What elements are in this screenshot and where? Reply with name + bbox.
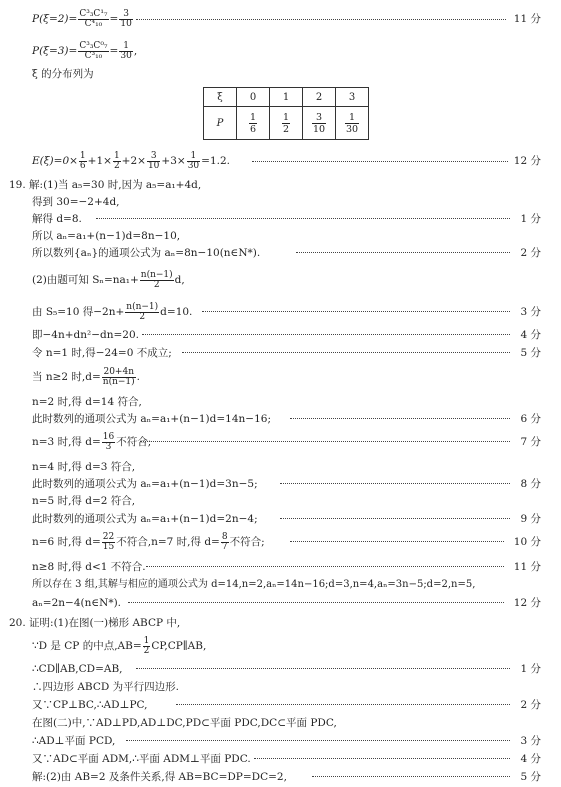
line-text: (2)由题可知 Sₙ=na₁+ (32, 274, 139, 286)
line-text: 当 n≥2 时,d= (32, 371, 101, 383)
q19-line (0, 211, 561, 227)
line-text: 所以数列{aₙ}的通项公式为 aₙ=8n−10(n∈N*). (32, 247, 261, 259)
score-mark: 1 分 (520, 213, 541, 225)
q20-line (0, 634, 561, 658)
numerator: 1 (113, 150, 120, 161)
score-mark: 12 分 (513, 597, 541, 609)
score-mark: 2 分 (520, 699, 541, 711)
q19-line (0, 267, 561, 293)
expect-part: +1× (87, 155, 112, 167)
score-mark: 5 分 (520, 771, 541, 783)
line-text: 此时数列的通项公式为 aₙ=a₁+(n−1)d=3n−5; (32, 478, 258, 490)
line-text: 又∵CP⊥BC,∴AD⊥PC, (32, 699, 148, 711)
dot-leader (290, 541, 504, 542)
value-fraction (119, 10, 132, 29)
q20-line (0, 769, 561, 785)
line-text: 不符合,n=7 时,得 d= (116, 536, 220, 548)
denominator: 10 (147, 160, 160, 171)
numerator: 1 (249, 111, 257, 123)
q19-line (0, 476, 561, 492)
fraction (147, 152, 160, 171)
expect-part: =1.2. (201, 155, 230, 167)
score-mark: 9 分 (520, 513, 541, 525)
numerator: 1 (187, 152, 200, 162)
line-text: n=4 时,得 d=3 符合, (32, 461, 136, 473)
denominator: 30 (187, 160, 200, 171)
line-text: 此时数列的通项公式为 aₙ=a₁+(n−1)d=14n−16; (32, 413, 271, 425)
dot-leader (290, 418, 510, 419)
comb-numerator: C³₃C¹₇ (79, 8, 108, 19)
distribution-title (0, 66, 561, 82)
equals: = (109, 45, 119, 57)
q19-line (0, 411, 561, 427)
q19-line (0, 177, 561, 193)
numerator: 16 (102, 431, 115, 442)
fraction (102, 368, 136, 387)
denominator: 2 (282, 123, 290, 135)
line-text: ∴AD⊥平面 PCD, (32, 735, 116, 747)
q20-line (0, 615, 561, 631)
comb-fraction (78, 42, 108, 61)
line-text: 所以 aₙ=a₁+(n−1)d=8n−10, (32, 230, 181, 242)
dot-leader (136, 19, 506, 20)
q19-line (0, 364, 561, 390)
line-text: . (136, 371, 141, 383)
expect-part: E(ξ)=0× (32, 155, 78, 167)
table-header-row (204, 88, 369, 107)
distribution-title-text: ξ 的分布列为 (32, 68, 94, 80)
dot-leader (202, 311, 510, 312)
denominator: 2 (113, 160, 120, 171)
fraction (102, 433, 115, 452)
line-text: n=2 时,得 d=14 符合, (32, 396, 142, 408)
q19-line (0, 327, 561, 343)
value-fraction (119, 42, 132, 61)
q19-line (0, 194, 561, 210)
prob-xi-2 (0, 8, 561, 30)
numerator: 1 (79, 150, 86, 161)
fraction (221, 533, 229, 552)
line-text: 不符合; (116, 436, 152, 448)
q20-line (0, 697, 561, 713)
dot-leader (280, 483, 510, 484)
score-mark: 4 分 (520, 329, 541, 341)
numerator: 22 (102, 531, 115, 542)
row-label: P (216, 117, 224, 129)
line-text: ∵D 是 CP 的中点,AB= (32, 640, 142, 652)
score-mark: 2 分 (520, 247, 541, 259)
dot-leader (128, 602, 504, 603)
numerator: 1 (282, 111, 290, 123)
fraction (187, 152, 200, 171)
q19-line (0, 228, 561, 244)
q19-line (0, 245, 561, 261)
q19-line (0, 493, 561, 509)
q20-line (0, 751, 561, 767)
line-text: 在图(二)中,∵AD⊥PD,AD⊥DC,PD⊂平面 PDC,DC⊂平面 PDC, (32, 717, 337, 729)
table-cell: 1 (270, 88, 303, 107)
dot-leader (176, 704, 510, 705)
score-mark: 1 分 (520, 663, 541, 675)
table-cell: 2 (303, 88, 336, 107)
score-mark: 3 分 (520, 306, 541, 318)
dot-leader (296, 252, 510, 253)
q20-line (0, 679, 561, 695)
expectation-line (0, 150, 561, 172)
dot-leader (140, 441, 510, 442)
q19-line (0, 345, 561, 361)
comb-denominator: C⁴₁₀ (84, 18, 103, 29)
q19-line (0, 394, 561, 410)
q19-line (0, 459, 561, 475)
table-cell: 0 (237, 88, 270, 107)
score-mark: 5 分 (520, 347, 541, 359)
denominator: 6 (249, 123, 257, 135)
score-mark: 7 分 (520, 436, 541, 448)
line-text: 此时数列的通项公式为 aₙ=a₁+(n−1)d=2n−4; (32, 513, 258, 525)
score-mark: 8 分 (520, 478, 541, 490)
q19-line (0, 299, 561, 325)
q19-line (0, 559, 561, 575)
expect-part: +3× (161, 155, 186, 167)
line-text: 由 S₅=10 得−2n+ (32, 306, 125, 318)
distribution-table (203, 87, 369, 140)
line-text: d, (174, 274, 185, 286)
line-text: 得到 30=−2+4d, (32, 196, 120, 208)
comb-fraction (78, 10, 108, 29)
fraction (102, 533, 115, 552)
value-denominator: 10 (120, 18, 132, 29)
denominator: n(n−1) (102, 376, 135, 387)
score-mark: 10 分 (513, 536, 541, 548)
prob-lhs: P(ξ=3)= (32, 45, 78, 57)
q19-line (0, 577, 561, 593)
table-cell: 3 (336, 88, 369, 107)
numerator: n(n−1) (140, 269, 173, 280)
line-text: 解:(2)由 AB=2 及条件关系,得 AB=BC=DP=DC=2, (32, 771, 287, 783)
fraction (79, 152, 87, 171)
score-mark: 12 分 (513, 155, 541, 167)
line-text: CP,CP∥AB, (151, 640, 207, 652)
fraction (143, 637, 151, 656)
line-text: n=3 时,得 d= (32, 436, 101, 448)
table-cell (303, 107, 336, 140)
table-cell (237, 107, 270, 140)
q20-line (0, 715, 561, 731)
denominator: 10 (312, 123, 326, 135)
dot-leader (312, 776, 510, 777)
line-text: 19. 解:(1)当 a₅=30 时,因为 a₅=a₁+4d, (9, 179, 202, 191)
table-cell (204, 107, 237, 140)
dot-leader (126, 740, 510, 741)
q19-line (0, 430, 561, 454)
line-text: 解得 d=8. (32, 213, 82, 225)
dot-leader (182, 352, 510, 353)
numerator: n(n−1) (126, 301, 159, 312)
denominator: 6 (79, 160, 86, 171)
numerator: 20+4n (103, 366, 134, 377)
numerator: 1 (345, 112, 359, 124)
prob-fraction (312, 112, 326, 135)
denominator: 15 (102, 541, 115, 552)
line-text: 即−4n+dn²−dn=20. (32, 329, 140, 341)
table-cell: ξ (204, 88, 237, 107)
table-row (204, 107, 369, 140)
numerator: 3 (312, 112, 326, 124)
value-numerator: 1 (119, 42, 132, 52)
dot-leader (252, 161, 508, 162)
prob-fraction (345, 112, 359, 135)
denominator: 30 (345, 123, 359, 135)
dot-leader (142, 334, 510, 335)
numerator: 8 (221, 531, 228, 542)
line-text: aₙ=2n−4(n∈N*). (32, 597, 122, 609)
dot-leader (146, 566, 504, 567)
q19-line (0, 595, 561, 611)
line-text: ∴四边形 ABCD 为平行四边形. (32, 681, 179, 693)
dot-leader (136, 668, 510, 669)
line-text: 不符合; (229, 536, 265, 548)
prob-fraction (249, 112, 257, 135)
value-denominator: 30 (120, 50, 132, 61)
prob-lhs: P(ξ=2)= (32, 13, 78, 25)
line-text: 所以存在 3 组,其解与相应的通项公式为 d=14,n=2,aₙ=14n−16;d=3,n=4,aₙ=3n−5;d=2,n=5, (32, 579, 476, 590)
equals: = (109, 13, 119, 25)
q20-line (0, 733, 561, 749)
prob-xi-3 (0, 40, 561, 62)
q20-line (0, 661, 561, 677)
score-mark: 4 分 (520, 753, 541, 765)
denominator: 2 (139, 311, 146, 322)
table-cell (270, 107, 303, 140)
dot-leader (280, 518, 510, 519)
denominator: 2 (153, 279, 160, 290)
score-mark: 6 分 (520, 413, 541, 425)
denominator: 3 (105, 441, 112, 452)
value-numerator: 3 (119, 10, 132, 20)
denominator: 7 (221, 541, 228, 552)
line-text: ∴CD∥AB,CD=AB, (32, 663, 123, 675)
prob-fraction (282, 112, 290, 135)
numerator: 3 (147, 152, 160, 162)
line-text: 令 n=1 时,得−24=0 不成立; (32, 347, 172, 359)
fraction (113, 152, 121, 171)
expect-part: +2× (121, 155, 146, 167)
dot-leader (96, 218, 510, 219)
comma: , (133, 45, 138, 57)
line-text: 又∵AD⊂平面 ADM,∴平面 ADM⊥平面 PDC. (32, 753, 251, 765)
score-mark: 11 分 (513, 13, 541, 25)
line-text: n=6 时,得 d= (32, 536, 101, 548)
fraction (125, 303, 159, 322)
dot-leader (254, 758, 510, 759)
comb-numerator: C³₃C⁰₇ (79, 40, 108, 51)
score-mark: 3 分 (520, 735, 541, 747)
comb-denominator: C³₁₀ (84, 50, 103, 61)
table-cell (336, 107, 369, 140)
fraction (140, 271, 174, 290)
numerator: 1 (143, 635, 150, 646)
score-mark: 11 分 (513, 561, 541, 573)
line-text: n=5 时,得 d=2 符合, (32, 495, 136, 507)
denominator: 2 (143, 645, 150, 656)
q19-line (0, 530, 561, 554)
line-text: d=10. (160, 306, 193, 318)
q19-line (0, 511, 561, 527)
line-text: 20. 证明:(1)在图(一)梯形 ABCP 中, (9, 617, 181, 629)
line-text: n≥8 时,得 d<1 不符合. (32, 561, 146, 573)
